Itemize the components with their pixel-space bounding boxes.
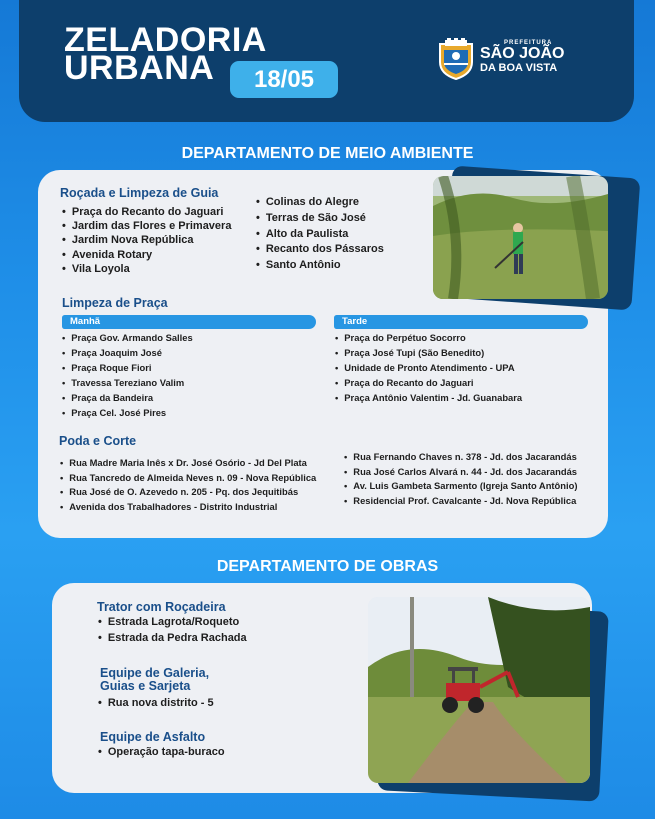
pill-manha: Manhã xyxy=(62,315,316,329)
section-title-obras: DEPARTAMENTO DE OBRAS xyxy=(216,558,439,575)
list-item: • Rua José Carlos Alvará n. 44 - Jd. dos Jacarandás xyxy=(344,465,577,480)
list-item: • Unidade de Pronto Atendimento - UPA xyxy=(335,360,522,375)
photo-grass-cutting xyxy=(433,176,608,299)
photo-tractor xyxy=(368,597,590,783)
list-trator xyxy=(98,615,247,647)
list-item: • Jardim Nova República xyxy=(62,233,231,247)
list-item: • Rua nova distrito - 5 xyxy=(98,696,214,712)
list-item: • Rua Fernando Chaves n. 378 - Jd. dos Jacarandás xyxy=(344,450,577,465)
list-item: • Avenida Rotary xyxy=(62,248,231,262)
list-item: • Rua Madre Maria Inês x Dr. José Osório - Jd Del Plata xyxy=(60,456,316,471)
list-item: • Estrada Lagrota/Roqueto xyxy=(98,615,247,631)
heading-trator: Trator com Roçadeira xyxy=(97,600,226,614)
list-item: • Praça Gov. Armando Salles xyxy=(62,330,193,345)
heading-rocada: Roçada e Limpeza de Guia xyxy=(60,186,219,200)
list-item: • Residencial Prof. Cavalcante - Jd. Nova República xyxy=(344,494,577,509)
list-item: • Av. Luis Gambeta Sarmento (Igreja Santo Antônio) xyxy=(344,479,577,494)
list-item: • Praça Cel. José Pires xyxy=(62,405,193,420)
list-item: • Estrada da Pedra Rachada xyxy=(98,631,247,647)
date-badge: 18/05 xyxy=(230,61,338,98)
list-item: • Colinas do Alegre xyxy=(256,195,384,211)
list-asfalto xyxy=(98,745,225,761)
heading-asfalto: Equipe de Asfalto xyxy=(100,730,206,744)
page-title: ZELADORIA URBANA xyxy=(64,21,267,87)
list-poda-col1 xyxy=(60,456,316,514)
list-item: • Avenida dos Trabalhadores - Distrito Industrial xyxy=(60,500,316,515)
pill-tarde: Tarde xyxy=(334,315,588,329)
list-item: • Praça do Recanto do Jaguari xyxy=(62,205,231,219)
list-item: • Terras de São José xyxy=(256,211,384,227)
list-item: • Jardim das Flores e Primavera xyxy=(62,219,231,233)
list-item: • Praça do Perpétuo Socorro xyxy=(335,330,522,345)
list-item: • Operação tapa-buraco xyxy=(98,745,225,761)
list-item: • Praça do Recanto do Jaguari xyxy=(335,375,522,390)
section-title-meio-ambiente: DEPARTAMENTO DE MEIO AMBIENTE xyxy=(181,145,474,162)
heading-galeria: Equipe de Galeria, Guias e Sarjeta xyxy=(100,666,210,693)
list-item: • Recanto dos Pássaros xyxy=(256,242,384,258)
list-item: • Praça Joaquim José xyxy=(62,345,193,360)
heading-poda: Poda e Corte xyxy=(59,434,137,448)
list-item: • Santo Antônio xyxy=(256,258,384,274)
list-galeria xyxy=(98,696,214,712)
city-coat-of-arms-icon xyxy=(436,38,476,80)
heading-limpeza-praca: Limpeza de Praça xyxy=(62,296,168,310)
list-item: • Rua José de O. Azevedo n. 205 - Pq. dos Jequitibás xyxy=(60,485,316,500)
list-manha xyxy=(62,330,193,420)
list-item: • Praça da Bandeira xyxy=(62,390,193,405)
list-poda-col2 xyxy=(344,450,577,508)
list-tarde xyxy=(335,330,522,405)
list-rocada-col1 xyxy=(62,205,231,276)
list-item: • Alto da Paulista xyxy=(256,227,384,243)
city-logo-text: PREFEITURA SÃO JOÃO DA BOA VISTA xyxy=(480,40,565,74)
list-item: • Praça Roque Fiori xyxy=(62,360,193,375)
list-item: • Vila Loyola xyxy=(62,262,231,276)
list-item: • Praça José Tupi (São Benedito) xyxy=(335,345,522,360)
list-item: • Rua Tancredo de Almeida Neves n. 09 - Nova República xyxy=(60,471,316,486)
list-item: • Travessa Tereziano Valim xyxy=(62,375,193,390)
list-item: • Praça Antônio Valentim - Jd. Guanabara xyxy=(335,390,522,405)
list-rocada-col2 xyxy=(256,195,384,274)
